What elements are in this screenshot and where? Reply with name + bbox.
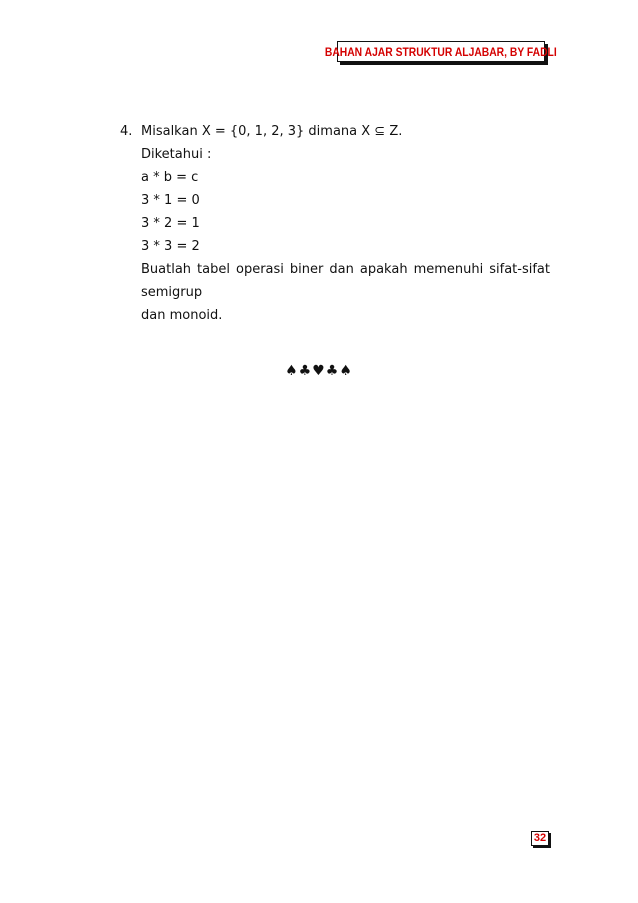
instruction-line-2: dan monoid. [141,308,223,323]
card-suits-ornament-icon: ♠♣♥♣♠ [285,363,353,379]
equation-3-star-2: 3 * 2 = 1 [141,216,200,231]
problem-statement-row [120,120,550,143]
problem-number: 4. [120,124,133,139]
equation-definition: a * b = c [141,170,199,185]
header-title: BAHAN AJAR STRUKTUR ALJABAR, BY FADLI [325,44,557,59]
page-number: 32 [531,831,549,846]
header-banner [325,41,557,62]
instruction-line-1: Buatlah tabel operasi biner dan apakah memenuhi sifat-sifat semigrup [141,262,550,300]
equation-3-star-3: 3 * 3 = 2 [141,239,200,254]
problem-4 [120,120,550,327]
problem-body [141,143,550,327]
equation-3-star-1: 3 * 1 = 0 [141,193,200,208]
instruction-paragraph [141,258,550,327]
problem-statement: Misalkan X = {0, 1, 2, 3} dimana X ⊆ Z. [141,124,403,139]
given-label: Diketahui : [141,147,212,162]
